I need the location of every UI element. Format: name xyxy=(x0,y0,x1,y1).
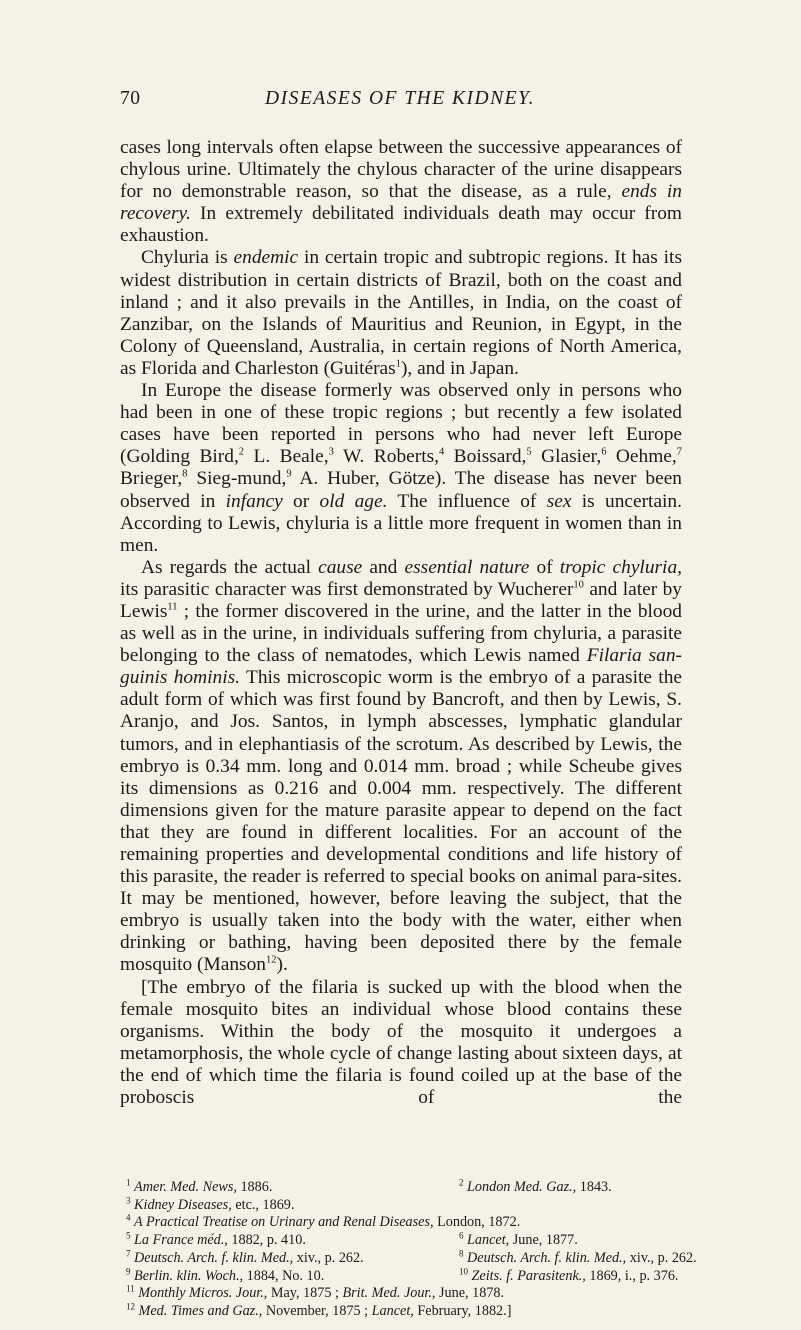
footnote-detail: etc., 1869. xyxy=(231,1196,295,1213)
text-run: Sieg-mund, xyxy=(187,468,287,490)
footnote-source: Monthly Micros. Jour., xyxy=(138,1285,268,1302)
body-text xyxy=(120,137,682,1109)
footnote-detail: 1884, No. 10. xyxy=(243,1267,325,1284)
page-header xyxy=(120,88,680,118)
footnote-detail: June, 1878. xyxy=(435,1285,505,1302)
footnote-source: Lancet, xyxy=(371,1302,414,1319)
footnote-source: Lancet, xyxy=(467,1232,510,1249)
text-run: Oehme, xyxy=(606,446,677,468)
footnote-detail: 1869, i., p. 376. xyxy=(585,1267,679,1284)
footnote-1 xyxy=(120,1179,453,1197)
footnote-number: 4 xyxy=(126,1213,131,1224)
footnote-source: Brit. Med. Jour., xyxy=(342,1285,436,1302)
text-run: cases long intervals often elapse between the successive appearances of chylous urine. Ultimately the chylous character of the urine disappears for no demonstrable reason, so that the disease, as a rule, xyxy=(120,137,682,203)
page-number: 70 xyxy=(120,88,141,109)
text-run: in certain tropic and subtropic regions. It has its widest distribution in certain districts of Brazil, both on the coast and inland ; and it also prevails in the Antilles, in India, on the coast of Zanzibar, on the Islands of Mauritius and Reunion, in Egypt, in the Colony of Queensland, Australia, in certain regions of North America, as Florida and Charleston (Guitéras xyxy=(120,247,682,379)
footnote-ref: 9 xyxy=(286,469,292,481)
footnote-source: London Med. Gaz., xyxy=(467,1179,577,1195)
footnote-2 xyxy=(453,1179,682,1197)
text-run: ), and in Japan. xyxy=(400,357,519,379)
text-run: In Europe the disease formerly was observed only in persons who had been in one of these tropic regions ; but recently a few isolated cases have been reported in persons who had never left Europe (Golding Bird, xyxy=(120,380,682,468)
italic-run: endemic xyxy=(233,247,299,269)
footnote-10 xyxy=(453,1268,682,1286)
text-run: ; the former discovered in the urine, and the latter in the blood as well as in the urine, in individuals suffering from chyluria, a parasite belonging to the class of nematodes, which Lewis named xyxy=(120,600,682,667)
text-run: Glasier, xyxy=(531,446,602,468)
text-run: ). xyxy=(276,954,288,976)
footnote-detail: June, 1877. xyxy=(509,1232,578,1249)
footnote-detail: 1882, p. 410. xyxy=(227,1232,306,1249)
footnote-6 xyxy=(453,1232,682,1250)
text-run: and xyxy=(362,556,405,578)
footnote-11 xyxy=(120,1285,682,1303)
footnote-detail: xiv., p. 262. xyxy=(626,1249,697,1266)
paragraph-3 xyxy=(120,380,682,557)
italic-run: ends in recovery. xyxy=(120,181,682,225)
footnote-source: A Practical Treatise on Urinary and Renal Diseases, xyxy=(134,1214,434,1231)
italic-run: sex xyxy=(546,490,572,512)
footnote-row xyxy=(120,1268,682,1286)
footnote-source: La France méd., xyxy=(134,1232,228,1249)
footnote-ref: 5 xyxy=(526,446,532,458)
text-run: The influence of xyxy=(387,490,547,512)
footnote-number: 5 xyxy=(126,1230,131,1241)
footnote-number: 12 xyxy=(126,1301,135,1312)
footnote-number: 6 xyxy=(459,1230,464,1241)
paragraph-4 xyxy=(120,557,682,977)
footnote-detail: November, 1875 ; xyxy=(262,1302,372,1319)
text-run: This microscopic worm is the embryo of a parasite the adult form of which was first found by Bancroft, and then by Lewis, S. Aranjo, and Jos. Santos, in lymph abscesses, lymphatic glandular tumors, and in elephantiasis of the scrotum. As described by Lewis, the embryo is 0.34 mm. long and 0.014 mm. broad ; while Scheube gives its dimensions as 0.216 and 0.004 mm. respectively. The different dimensions given for the mature parasite appear to depend on the fact that they are found in different localities. For an account of the remaining properties and developmental conditions and life history of this parasite, the reader is referred to special books on animal para-sites. It may be mentioned, however, before leaving the subject, that the embryo is usually taken into the body with the water, either when drinking or bathing, having been deposited there by the female mosquito (Manson xyxy=(120,667,683,976)
paragraph-2 xyxy=(120,247,682,380)
italic-run: cause xyxy=(318,556,363,578)
footnote-number: 2 xyxy=(459,1177,464,1188)
footnote-number: 7 xyxy=(126,1248,131,1259)
italic-run: old age. xyxy=(319,490,388,512)
text-run: A. Huber, Götze). The disease has never been observed in xyxy=(120,468,683,512)
footnote-5 xyxy=(120,1232,453,1250)
text-run: or xyxy=(282,490,320,512)
footnote-number: 9 xyxy=(126,1266,131,1277)
footnote-detail: xiv., p. 262. xyxy=(293,1249,364,1266)
italic-run: Filaria san-guinis hominis. xyxy=(120,645,682,689)
footnote-detail: May, 1875 ; xyxy=(267,1285,343,1302)
text-run: Chyluria is xyxy=(141,247,234,269)
footnote-ref: 8 xyxy=(182,469,188,481)
footnote-source: Deutsch. Arch. f. klin. Med., xyxy=(467,1249,627,1266)
text-run: Brieger, xyxy=(120,468,183,490)
footnote-detail: February, 1882.] xyxy=(413,1302,512,1319)
text-run: L. Beale, xyxy=(244,446,329,468)
text-run: is uncertain. According to Lewis, chyluria is a little more frequent in women than in men. xyxy=(120,490,682,556)
text-run: In extremely debilitated individuals death may occur from exhaustion. xyxy=(120,203,682,247)
footnote-source: Kidney Diseases, xyxy=(134,1196,232,1213)
text-run: [The embryo of the filaria is sucked up with the blood when the female mosquito bites an individual whose blood contains these organisms. Within the body of the mosquito it undergoes a metamorphosis, the whole cycle of change lasting about sixteen days, at the end of which time the filaria is found coiled up at the base of the proboscis of the xyxy=(120,976,682,1109)
footnote-number: 1 xyxy=(126,1177,131,1188)
footnote-3 xyxy=(120,1197,682,1215)
footnote-ref: 11 xyxy=(167,601,178,613)
italic-run: infancy xyxy=(225,490,283,512)
footnote-row xyxy=(120,1179,682,1197)
footnote-source: Zeits. f. Parasitenk., xyxy=(471,1267,586,1284)
footnotes xyxy=(120,1177,697,1321)
text-run: of xyxy=(529,556,560,578)
footnote-ref: 6 xyxy=(601,446,607,458)
footnote-ref: 1 xyxy=(395,358,401,370)
footnote-number: 8 xyxy=(459,1248,464,1259)
footnote-ref: 10 xyxy=(573,579,584,591)
footnote-detail: London, 1872. xyxy=(433,1214,521,1231)
italic-run: essential nature xyxy=(404,556,530,578)
italic-run: tropic chyluria, xyxy=(559,556,682,578)
footnote-number: 3 xyxy=(126,1195,131,1206)
running-head: DISEASES OF THE KIDNEY. xyxy=(265,88,535,109)
footnote-4 xyxy=(120,1214,682,1232)
paragraph-1 xyxy=(120,137,682,247)
footnote-number: 10 xyxy=(459,1266,468,1277)
text-run: As regards the actual xyxy=(141,556,319,578)
footnote-ref: 4 xyxy=(438,446,445,458)
footnote-detail: 1886. xyxy=(236,1179,273,1195)
footnote-source: Deutsch. Arch. f. klin. Med., xyxy=(134,1249,294,1266)
footnote-source: Berlin. klin. Woch., xyxy=(134,1267,244,1284)
footnote-source: Amer. Med. News, xyxy=(134,1179,237,1195)
text-run: Boissard, xyxy=(444,446,527,468)
paragraph-5 xyxy=(120,977,682,1110)
footnote-number: 11 xyxy=(126,1283,135,1294)
footnote-ref: 3 xyxy=(328,446,334,458)
text-run: its parasitic character was first demonstrated by Wucherer xyxy=(120,578,574,600)
footnote-row xyxy=(120,1248,697,1268)
text-run: and later by Lewis xyxy=(120,578,682,622)
footnote-ref: 12 xyxy=(265,955,277,967)
footnote-9 xyxy=(120,1268,453,1286)
footnote-source: Med. Times and Gaz., xyxy=(138,1302,263,1319)
footnote-12 xyxy=(120,1303,682,1321)
footnote-ref: 2 xyxy=(238,446,245,458)
footnote-ref: 7 xyxy=(676,446,682,458)
footnote-row xyxy=(120,1232,682,1250)
footnote-detail: 1843. xyxy=(576,1179,612,1195)
text-run: W. Roberts, xyxy=(333,446,439,468)
footnote-8 xyxy=(453,1250,697,1268)
footnote-7 xyxy=(120,1250,453,1268)
